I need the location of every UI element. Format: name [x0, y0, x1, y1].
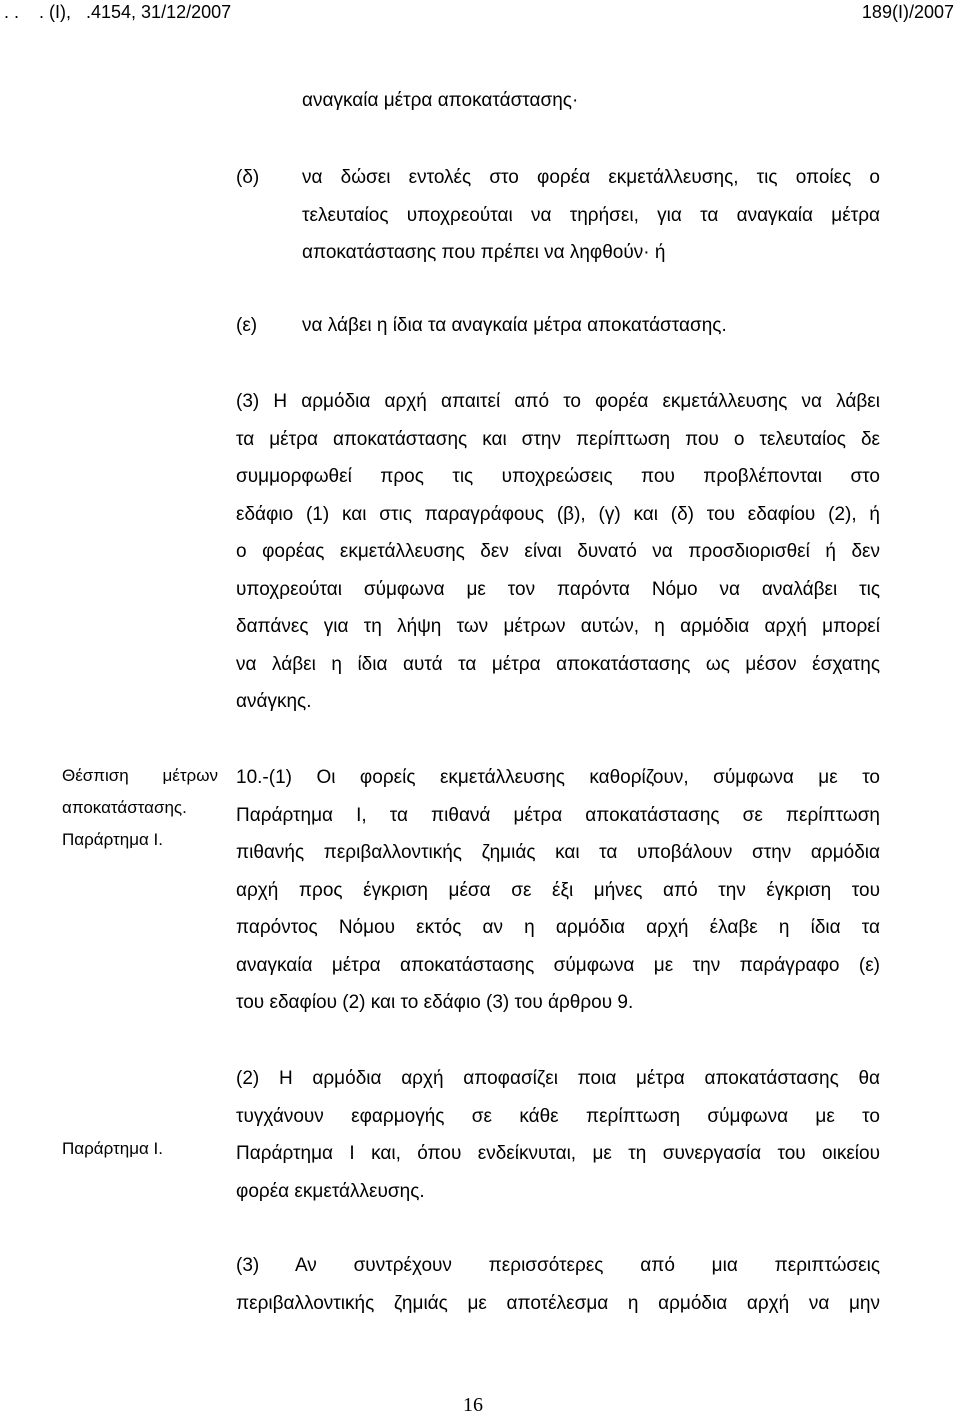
page-number: 16 — [463, 1394, 483, 1416]
intro-line: αναγκαία μέτρα αποκατάστασης· — [302, 90, 579, 111]
margin-note-annex: Παράρτημα Ι. — [62, 1139, 163, 1158]
header-citation: . . . (Ι), .4154, 31/12/2007 — [4, 2, 232, 22]
item-e-text: να λάβει η ίδια τα αναγκαία μέτρα αποκατάστασης. — [302, 315, 727, 336]
page-header — [0, 0, 960, 30]
header-law-number: 189(Ι)/2007 — [861, 2, 954, 22]
article-10-paragraph-1: 10.-(1) Οι φορείς εκμετάλλευσης καθορίζουν, σύμφωνα με το Παράρτημα Ι, τα πιθανά μέτρα αποκατάστασης σε περίπτωση πιθανής περιβαλλοντικής ζημιάς και τα υποβάλουν στην αρμόδια αρχή προς έγκριση μέσα σε έξι μήνες από την έγκριση του παρόντος Νόμου εκτός αν η αρμόδια αρχή έλαβε η ίδια τα αναγκαία μέτρα αποκατάστασης σύμφωνα με την παράγραφο (ε) του εδαφίου (2) και το εδάφιο (3) του άρθρου 9. — [236, 767, 880, 1013]
article-10-paragraph-2: (2) Η αρμόδια αρχή αποφασίζει ποια μέτρα αποκατάστασης θα τυγχάνουν εφαρμογής σε κάθε περίπτωση σύμφωνα με το Παράρτημα Ι και, όπου ενδείκνυται, με τη συνεργασία του οικείου φορέα εκμετάλλευσης. — [236, 1068, 880, 1202]
item-e-label: (ε) — [236, 315, 258, 336]
margin-note-measures: Θέσπιση μέτρων αποκατάστασης. Παράρτημα Ι. — [62, 766, 218, 849]
article-10-paragraph-3: (3) Αν συντρέχουν περισσότερες από μια περιπτώσεις περιβαλλοντικής ζημιάς με αποτέλεσμα η αρμόδια αρχή να μην — [236, 1255, 880, 1314]
item-d-label: (δ) — [236, 167, 260, 188]
paragraph-3: (3) Η αρμόδια αρχή απαιτεί από το φορέα εκμετάλλευσης να λάβει τα μέτρα αποκατάστασης και στην περίπτωση που ο τελευταίος δε συμμορφωθεί προς τις υποχρεώσεις που προβλέπονται στο εδάφιο (1) και στις παραγράφους (β), (γ) και (δ) του εδαφίου (2), ή ο φορέας εκμετάλλευσης δεν είναι δυνατό να προσδιορισθεί ή δεν υποχρεούται σύμφωνα με τον παρόντα Νόμο να αναλάβει τις δαπάνες για τη λήψη των μέτρων αυτών, η αρμόδια αρχή μπορεί να λάβει η ίδια αυτά τα μέτρα αποκατάστασης ως μέσον έσχατης ανάγκης. — [236, 391, 880, 712]
item-d-text: να δώσει εντολές στο φορέα εκμετάλλευσης, τις οποίες ο τελευταίος υποχρεούται να τηρήσει, για τα αναγκαία μέτρα αποκατάστασης που πρέπει να ληφθούν· ή — [302, 167, 880, 263]
